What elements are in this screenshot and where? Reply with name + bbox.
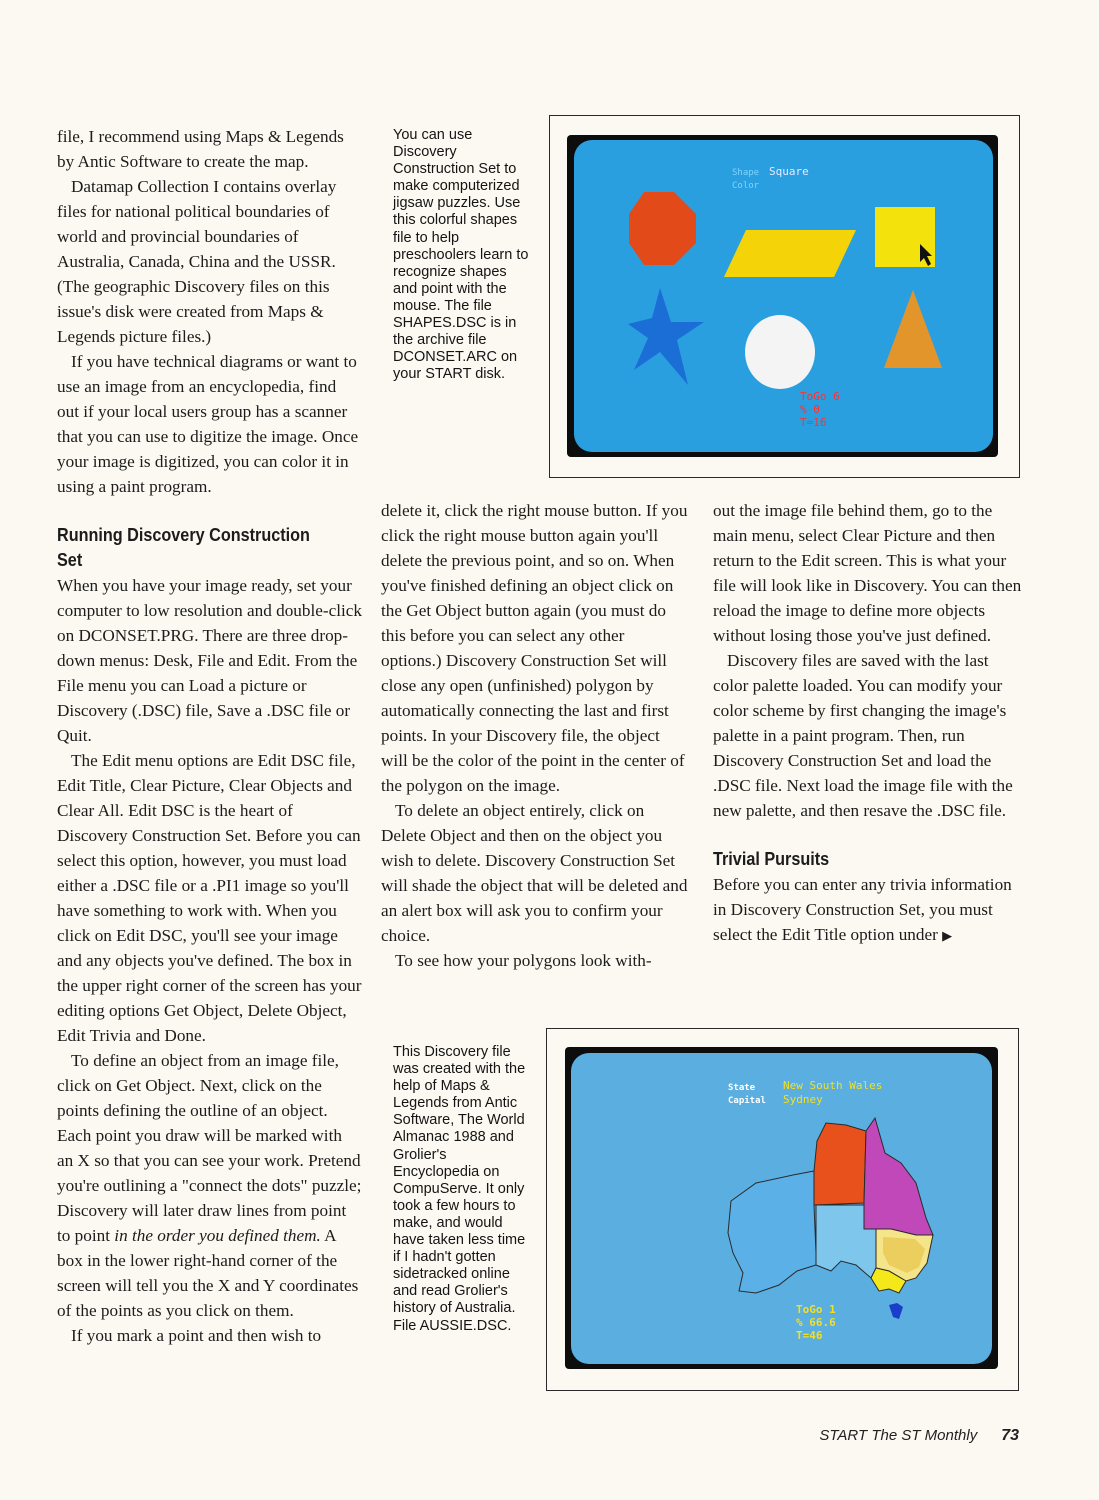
queensland-region xyxy=(864,1118,933,1235)
percent-readout: % 0 xyxy=(800,403,820,416)
shape-label: Shape xyxy=(732,168,760,178)
parallelogram-shape xyxy=(724,230,856,277)
paragraph: file, I recommend using Maps & Legends by Antic Software to create the map. xyxy=(57,127,344,171)
paragraph xyxy=(713,872,1025,948)
paragraph: When you have your image ready, set your computer to low resolution and double-click on DCONSET.PRG. There are three drop-down menus: Desk, File and Edit. From the File menu you can Load a picture or Discovery (.DSC) file, Save a .DSC file or Quit. xyxy=(57,576,363,745)
figure-caption-2: This Discovery file was created with the help of Maps & Legends from Antic Software, The World Almanac 1988 and Grolier's Encyclopedia on CompuServe. It only took a few hours to make, and would have taken less time if I hadn't gotten sidetracked online and read Grolier's history of Australia. File AUSSIE.DSC. xyxy=(393,1044,526,1334)
capital-label: Capital xyxy=(728,1096,766,1106)
shapes-screen xyxy=(574,140,993,452)
time-readout: T=16 xyxy=(800,416,827,429)
page-footer xyxy=(819,1427,1019,1445)
figure-caption-1: You can use Discovery Construction Set to make computerized jigsaw puzzles. Use this colorful shapes file to help preschoolers learn to recognize shapes and point with the mouse. The file SHAPES.DSC is in the archive file DCONSET.ARC on your START disk. xyxy=(393,127,529,383)
circle-shape xyxy=(745,315,815,389)
section-heading: Trivial Pursuits xyxy=(713,849,830,869)
australia-map xyxy=(571,1053,992,1364)
western-australia-region xyxy=(728,1171,816,1293)
paragraph xyxy=(57,1048,362,1323)
map-screen xyxy=(571,1053,992,1364)
paragraph: delete it, click the right mouse button. If you click the right mouse button again you'll delete the previous point, and so on. When you've finished defining an object click on the Get Object button again (you must do this before you can select any other options.) Discovery Construction Set will close any open (unfinished) polygon by automatically connecting the last and first points. In your Discovery file, the object will be the color of the point in the center of the polygon on the image. xyxy=(381,501,688,795)
paragraph: Discovery files are saved with the last color palette loaded. You can modify your color scheme by first changing the image's palette in a paint program. Then, run Discovery Construction Set and load the .DSC file. Next load the image file with the new palette, and then resave the .DSC file. xyxy=(713,651,1013,820)
northern-territory-region xyxy=(814,1123,866,1205)
color-label: Color xyxy=(732,181,760,191)
capital-value: Sydney xyxy=(783,1093,823,1106)
paragraph-text: To define an object from an image file, click on Get Object. Next, click on the points defining the outline of an object. Each point you draw will be marked with an X so that you can see your work. Pretend you're outlining a "connect the dots" puzzle; Discovery will later draw lines from point to point xyxy=(57,1051,362,1245)
star-shape xyxy=(628,288,704,385)
paragraph: The Edit menu options are Edit DSC file, Edit Title, Clear Picture, Clear Objects and Clear All. Edit DSC is the heart of Discovery Construction Set. Before you can select this option, however, you must load either a .DSC file or a .PI1 image so you'll have something to work with. When you click on Edit DSC, you'll see your image and any objects you've defined. The box in the upper right corner of the screen has your editing options Get Object, Delete Object, Edit Trivia and Done. xyxy=(57,751,362,1045)
percent-readout: % 66.6 xyxy=(796,1316,836,1329)
state-label: State xyxy=(728,1083,756,1093)
state-value: New South Wales xyxy=(783,1079,883,1092)
togo-readout: ToGo 6 xyxy=(800,390,840,403)
time-readout: T=46 xyxy=(796,1329,823,1342)
shapes-illustration xyxy=(574,140,993,452)
shape-value: Square xyxy=(769,165,809,178)
magazine-name: START The ST Monthly xyxy=(819,1427,978,1444)
section-heading: Running Discovery Construction Set xyxy=(57,525,310,570)
paragraph: If you mark a point and then wish to xyxy=(71,1326,322,1345)
paragraph: To delete an object entirely, click on Delete Object and then on the object you wish to delete. Discovery Construction Set will shade the object that will be deleted and an alert box will ask you to confirm your choice. xyxy=(381,801,688,945)
emphasis-text: in the order you defined them. xyxy=(114,1226,321,1245)
triangle-shape xyxy=(884,290,942,368)
togo-readout: ToGo 1 xyxy=(796,1303,836,1316)
paragraph-text: Before you can enter any trivia information in Discovery Construction Set, you must select the Edit Title option under xyxy=(713,875,1012,944)
paragraph: Datamap Collection I contains overlay files for national political boundaries of world and provincial boundaries of Australia, Canada, China and the USSR. (The geographic Discovery files on this issue's disk were created from Maps & Legends picture files.) xyxy=(57,177,337,346)
page-number: 73 xyxy=(1001,1427,1019,1444)
paragraph: out the image file behind them, go to the main menu, select Clear Picture and then return to the Edit screen. This is what your file will look like in Discovery. You can then reload the image to define more objects without losing those you've just defined. xyxy=(713,501,1022,645)
paragraph: To see how your polygons look with- xyxy=(395,951,652,970)
paragraph: If you have technical diagrams or want to use an image from an encyclopedia, find out if your local users group has a scanner that you can use to digitize the image. Once your image is digitized, you can color it in using a paint program. xyxy=(57,352,359,496)
column-2 xyxy=(381,498,689,973)
paragraph-text: A box in the lower right-hand corner of the screen will tell you the X and Y coordinates of the points as you click on them. xyxy=(57,1226,359,1320)
continue-arrow-icon: ▶ xyxy=(942,928,953,943)
octagon-shape xyxy=(629,192,696,265)
column-1 xyxy=(57,124,362,1348)
column-3 xyxy=(713,498,1025,948)
tasmania-region xyxy=(889,1303,903,1319)
